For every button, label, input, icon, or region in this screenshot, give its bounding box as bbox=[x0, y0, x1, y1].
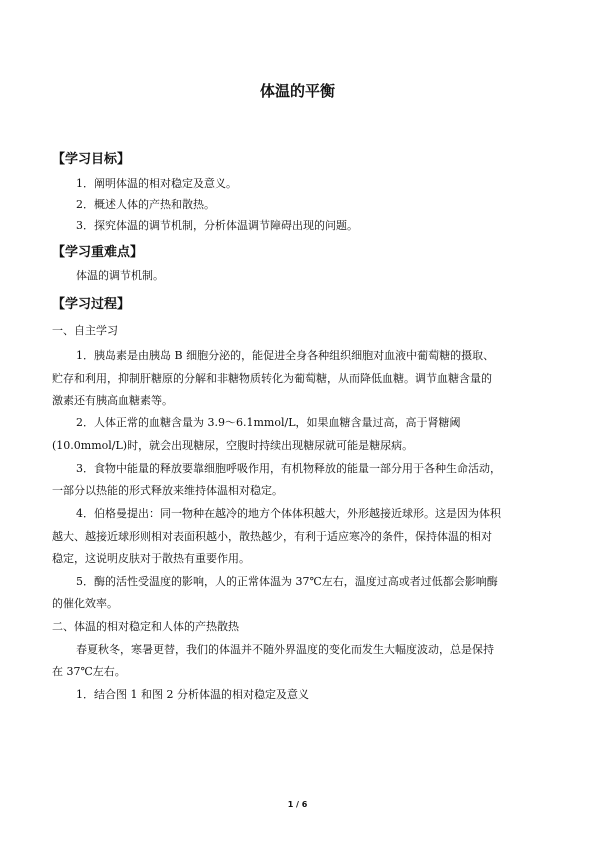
paragraph-line: 1．胰岛素是由胰岛 B 细胞分泌的，能促进全身各种组织细胞对血液中葡萄糖的摄取、 bbox=[76, 349, 495, 362]
paragraph-line: (10.0mmol/L)时，就会出现糖尿，空腹时持续出现糖尿就可能是糖尿病。 bbox=[52, 439, 414, 452]
paragraph-line: 越大、越接近球形则相对表面积越小，散热越少，有利于适应寒冷的条件，保持体温的相对 bbox=[52, 530, 492, 543]
part1-title: 一、自主学习 bbox=[52, 324, 118, 337]
objectives-heading: 【学习目标】 bbox=[52, 152, 131, 167]
paragraph-line: 稳定，这说明皮肤对于散热有重要作用。 bbox=[52, 552, 250, 565]
objective-item: 3．探究体温的调节机制，分析体温调节障碍出现的问题。 bbox=[76, 219, 358, 232]
paragraph-line: 春夏秋冬，寒暑更替，我们的体温并不随外界温度的变化而发生大幅度波动，总是保持 bbox=[76, 643, 494, 656]
paragraph-line: 4．伯格曼提出：同一物种在越冷的地方个体体积越大，外形越接近球形。这是因为体积 bbox=[76, 507, 501, 520]
page-title: 体温的平衡 bbox=[259, 82, 335, 100]
paragraph-line: 一部分以热能的形式释放来维持体温相对稳定。 bbox=[52, 484, 283, 497]
paragraph-line: 的催化效率。 bbox=[52, 597, 118, 610]
paragraph-line: 1．结合图 1 和图 2 分析体温的相对稳定及意义 bbox=[76, 688, 309, 701]
paragraph-line: 激素还有胰高血糖素等。 bbox=[52, 394, 173, 407]
page-number: 1 / 6 bbox=[287, 800, 308, 809]
paragraph-line: 3．食物中能量的释放要靠细胞呼吸作用，有机物释放的能量一部分用于各种生命活动， bbox=[76, 462, 501, 475]
process-heading: 【学习过程】 bbox=[52, 297, 131, 312]
paragraph-line: 在 37℃左右。 bbox=[52, 665, 126, 678]
keypoints-heading: 【学习重难点】 bbox=[52, 245, 144, 260]
objective-item: 2．概述人体的产热和散热。 bbox=[76, 198, 215, 211]
paragraph-line: 2．人体正常的血糖含量为 3.9～6.1mmol/L，如果血糖含量过高，高于肾糖阈 bbox=[76, 416, 461, 429]
paragraph-line: 贮存和利用，抑制肝糖原的分解和非糖物质转化为葡萄糖，从而降低血糖。调节血糖含量的 bbox=[52, 372, 492, 385]
part2-title: 二、体温的相对稳定和人体的产热散热 bbox=[52, 620, 239, 633]
keypoints-text: 体温的调节机制。 bbox=[76, 269, 164, 282]
paragraph-line: 5．酶的活性受温度的影响，人的正常体温为 37℃左右，温度过高或者过低都会影响酶 bbox=[76, 575, 498, 588]
objective-item: 1．阐明体温的相对稳定及意义。 bbox=[76, 177, 237, 190]
